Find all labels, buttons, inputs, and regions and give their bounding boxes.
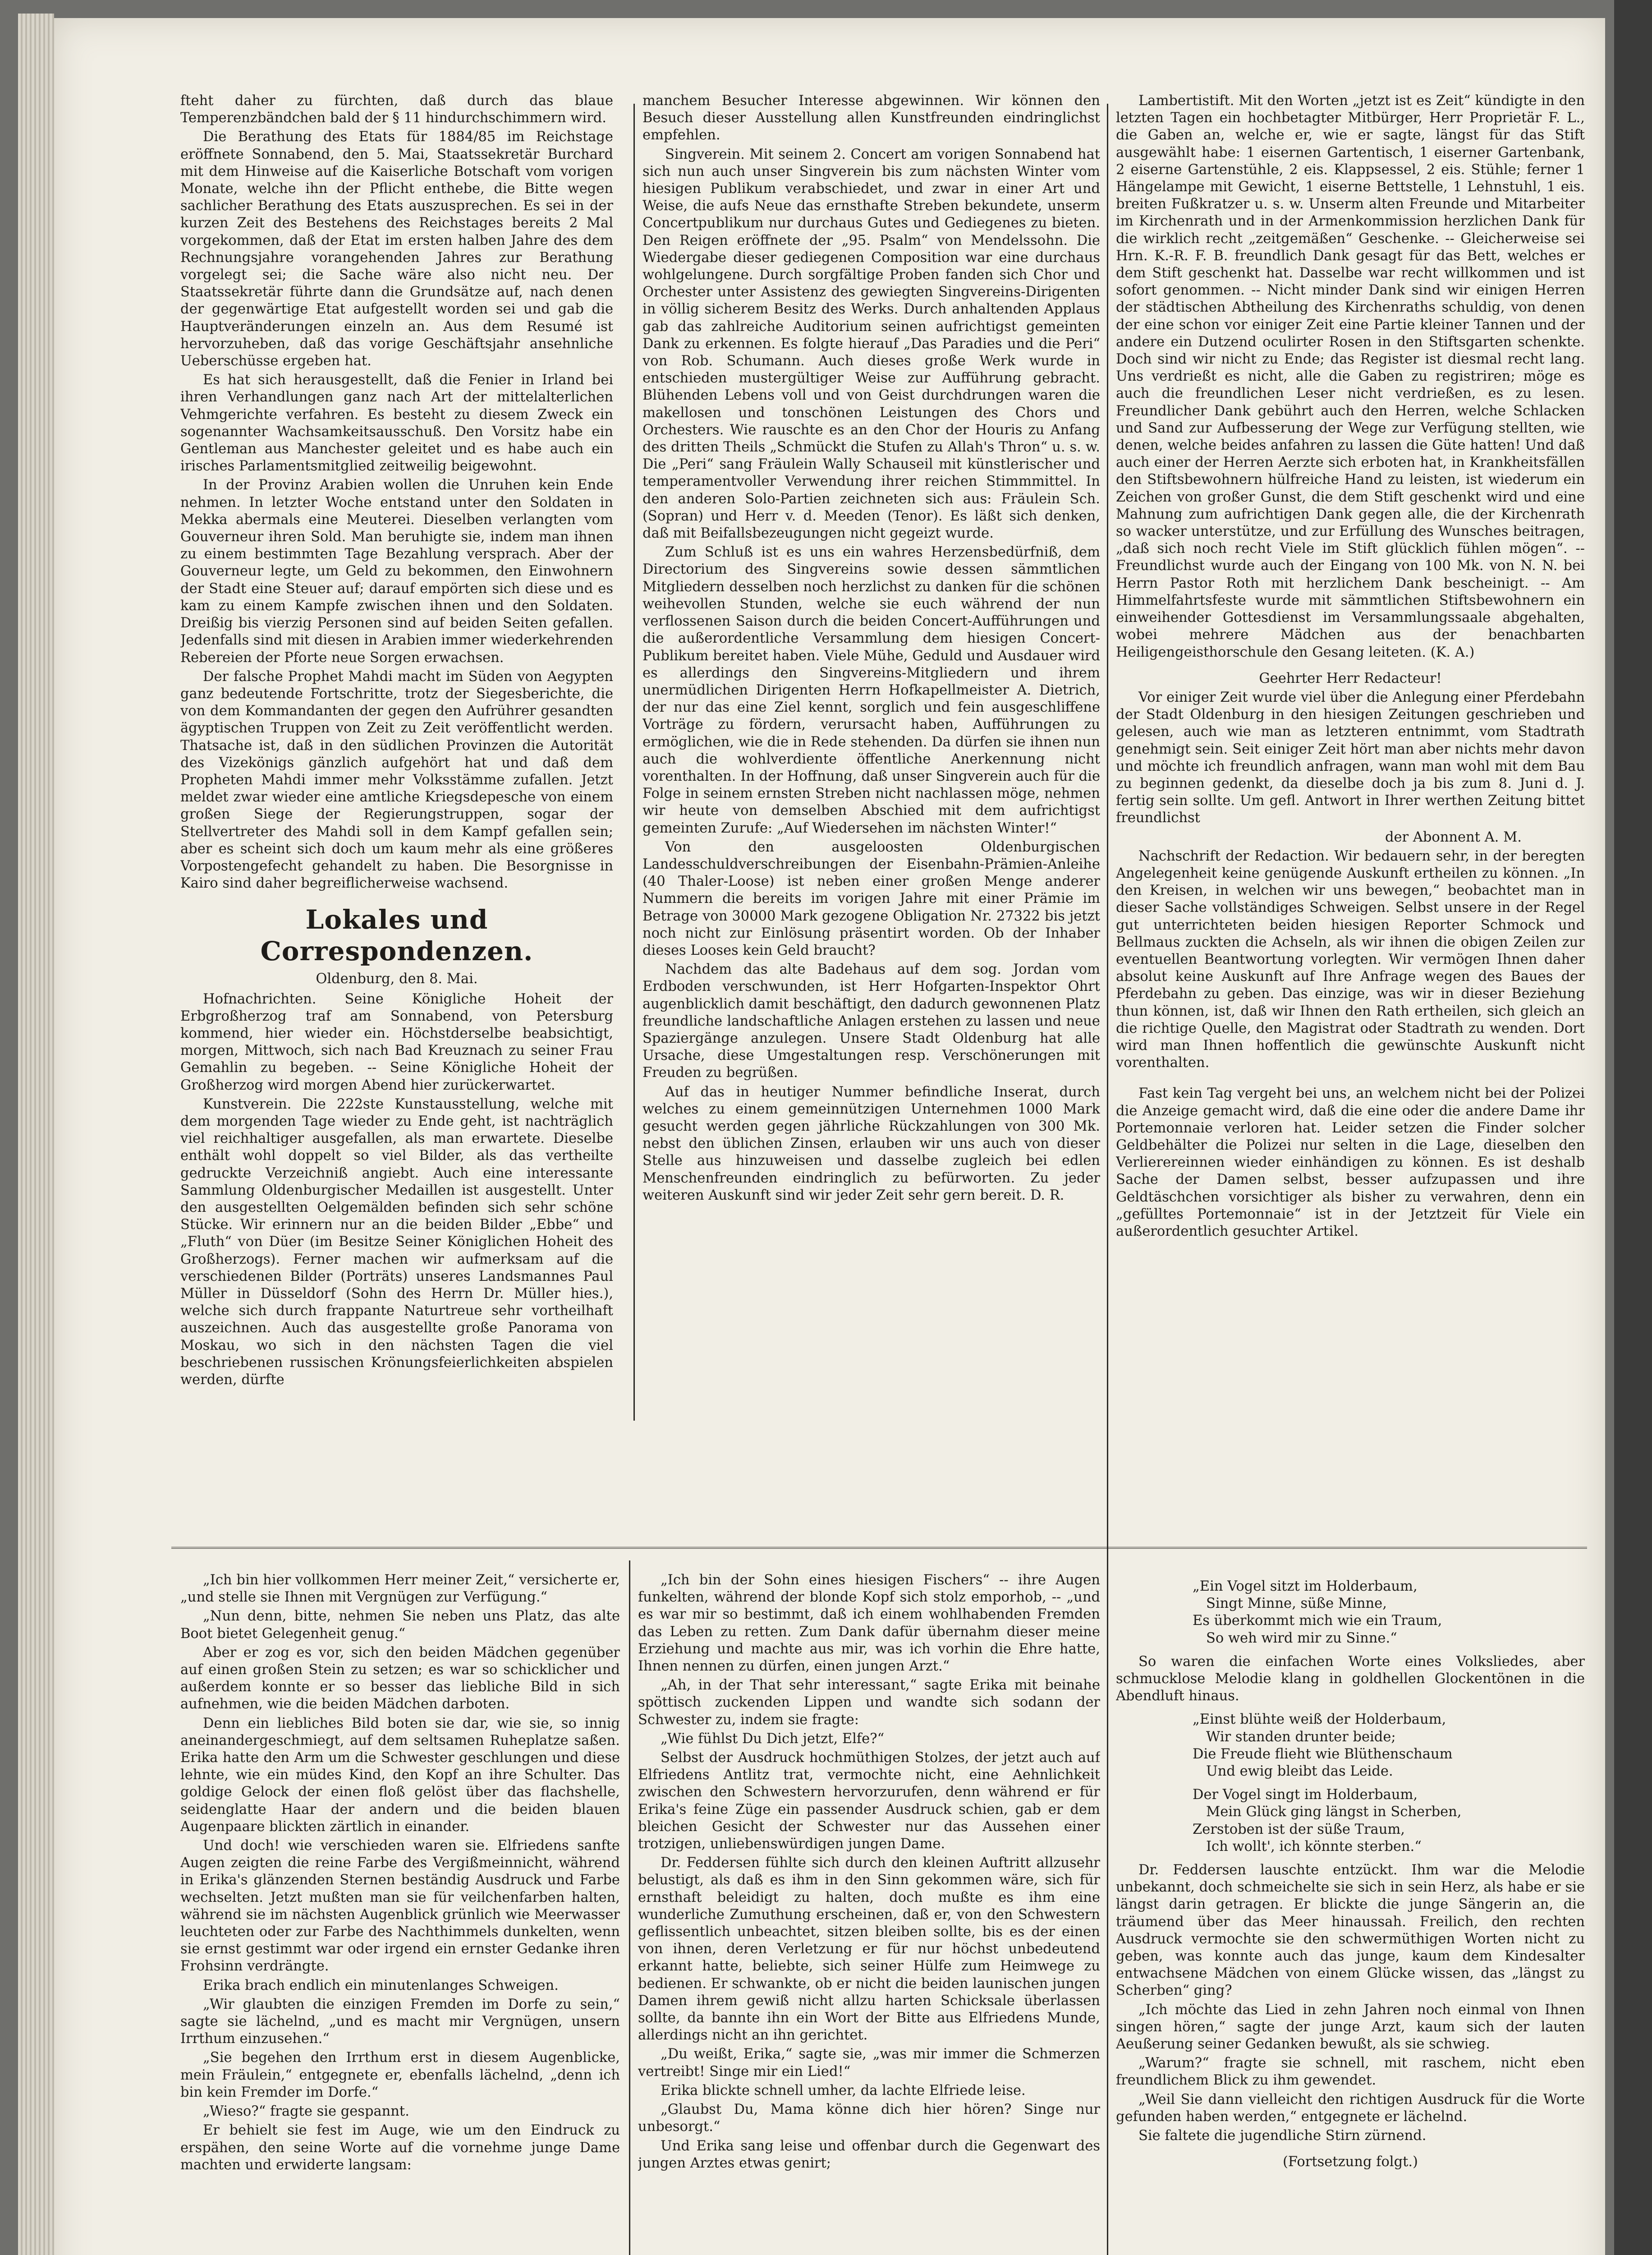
news-column-3 bbox=[1116, 92, 1585, 1540]
column-rule-1 bbox=[633, 104, 635, 1421]
song-verse-1 bbox=[1116, 1578, 1585, 1647]
binding-shadow bbox=[1614, 0, 1652, 2255]
page-edge-stack bbox=[18, 14, 54, 2255]
story-paragraph: „Ich möchte das Lied in zehn Jahren noch einmal von Ihnen singen hören,“ sagte der junge Arzt, kaum sich der lauten Aeußerung seiner Gedanken bewußt, als sie schwieg. bbox=[1116, 2002, 1585, 2053]
news-paragraph: Lambertistift. Mit den Worten „jetzt ist es Zeit“ kündigte in den letzten Tagen ein hochbetagter Mitbürger, Herr Proprietär F. L., die Gaben an, welche er, wie er sagte, längst für das Stift ausgewählt habe: 1 eisernen Gartentisch, 1 eiserner Gartenbank, 2 eiserne Gartenstühle, 2 eis. Klappsessel, 2 eis. Stühle; ferner 1 Hängelampe mit Gewicht, 1 eiserne Bettstelle, 1 Lehnstuhl, 1 eis. breiten Fußkratzer u. s. w. Unserm alten Freunde und Mitarbeiter im Kirchenrath und in der Armenkommission herzlichen Dank für die wirklich recht „zeitgemäßen“ Geschenke. -- Gleicherweise sei Hrn. K.-R. F. B. freundlich Dank gesagt für das Bett, welches er dem Stift geschenkt hat. Dasselbe war recht willkommen und ist sofort genommen. -- Nicht minder Dank sind wir einigen Herren der städtischen Abtheilung des Kirchenraths schuldig, von denen der eine schon vor einiger Zeit eine Partie kleiner Tannen und der andere ein Dutzend oculirter Rosen in den Stiftsgarten schenkte. Doch sind wir nicht zu Ende; das Register ist diesmal recht lang. Uns verdrießt es nicht, alle die Gaben zu registriren; möge es auch die freundlichen Leser nicht verdrießen, es zu lesen. Freundlicher Dank gebührt auch den Herren, welche Schlacken und Sand zur Aufbesserung der Wege zur Verfügung stellten, wie denen, welche beides anfahren zu lassen die Güte hatten! Und daß auch einer der Herren Aerzte sich erboten hat, in Krankheitsfällen den Stiftsbewohnern hülfreiche Hand zu leisten, ist wiederum ein Zeichen von großer Gunst, die dem Stift geschenkt wird und eine Mahnung zum aufrichtigen Dank gegen alle, die der Kirchenrath so wacker unterstütze, und zur Erfüllung des Wunsches beitragen, „daß sich noch recht Viele im Stift glücklich fühlen mögen“. -- Freundlichst wurde auch der Eingang von 100 Mk. von N. N. bei Herrn Pastor Roth mit herzlichem Dank bescheinigt. -- Am Himmelfahrtsfeste wurde mit sämmtlichen Stiftsbewohnern ein einweihender Gottesdienst im Versammlungssaale abgehalten, wobei mehrere Mädchen aus der benachbarten Heiligengeisthorschule den Gesang leiteten. (K. A.) bbox=[1116, 93, 1585, 660]
story-paragraph: So waren die einfachen Worte eines Volksliedes, aber schmucklose Melodie klang in goldhellen Glockentönen in die Abendluft hinaus. bbox=[1116, 1653, 1585, 1704]
news-paragraph: Es hat sich herausgestellt, daß die Fenier in Irland bei ihren Verhandlungen ganz nach Art der mittelalterlichen Vehmgerichte verfahren. Es besteht zu diesem Zweck ein sogenannter Wachsamkeitsausschuß. Den Vorsitz habe ein Gentleman aus Manchester geleitet und es habe auch ein irisches Parlamentsmitglied zeitweilig beigewohnt. bbox=[180, 372, 613, 474]
story-paragraph: „Wir glaubten die einzigen Fremden im Dorfe zu sein,“ sagte sie lächelnd, „und es macht mir Vergnügen, unsern Irrthum einzusehen.“ bbox=[180, 1996, 620, 2047]
story-paragraph: „Du weißt, Erika,“ sagte sie, „was mir immer die Schmerzen vertreibt! Singe mir ein Lied!“ bbox=[638, 2046, 1100, 2080]
feuilleton-rule-1 bbox=[629, 1560, 630, 2255]
story-paragraph: „Weil Sie dann vielleicht den richtigen Ausdruck für die Worte gefunden haben werden,“ entgegnete er lächelnd. bbox=[1116, 2091, 1585, 2125]
verse-line: So weh wird mir zu Sinne.“ bbox=[1206, 1630, 1397, 1646]
story-paragraph: „Warum?“ fragte sie schnell, mit raschem, nicht eben freundlichem Blick zu ihm gewendet. bbox=[1116, 2055, 1585, 2089]
news-paragraph: Die Berathung des Etats für 1884/85 im Reichstage eröffnete Sonnabend, den 5. Mai, Staatssekretär Burchard mit dem Hinweise auf die Kaiserliche Botschaft vom vorigen Monate, welche ihn der Pflicht enthebe, die Bitte wegen sachlicher Berathung des Etats auszusprechen. Es sei in der kurzen Zeit des Bestehens des Reichstages bereits 2 Mal vorgekommen, daß der Etat im ersten halben Jahre des dem Rechnungsjahre vorangehenden Jahres zur Berathung vorgelegt sei; die Sache wäre also nicht neu. Der Staatssekretär führte dann die Grundsätze auf, nach denen der gegenwärtige Etat aufgestellt worden sei und gab die Hauptveränderungen einzeln an. Aus dem Resumé ist hervorzuheben, daß das vorige Geschäftsjahr ansehnliche Ueberschüsse ergeben hat. bbox=[180, 129, 613, 369]
news-paragraph: Zum Schluß ist es uns ein wahres Herzensbedürfniß, dem Directorium des Singvereins sowie dessen sämmtlichen Mitgliedern desselben noch herzlichst zu danken für die schönen weihevollen Stunden, welche sie euch während der nun verflossenen Saison durch die beiden Concert-Aufführungen und die außerordentliche Versammlung dem hiesigen Concert-Publikum bereitet haben. Viele Mühe, Geduld und Ausdauer wird es allerdings den Singvereins-Mitgliedern und ihrem unermüdlichen Dirigenten Herrn Hofkapellmeister A. Dietrich, der nur das eine Ziel kennt, sorglich und fein ausgeschliffene Vorträge zu fördern, verursacht haben, Aufführungen zu ermöglichen, wie die in Rede stehenden. Da dürfen sie ihnen nun auch die wohlverdiente öffentliche Anerkennung nicht vorenthalten. In der Hoffnung, daß unser Singverein auch für die Folge in seinem ernsten Streben nicht nachlassen möge, nehmen wir heute von demselben Abschied mit dem aufrichtigst gemeinten Zurufe: „Auf Wiedersehen im nächsten Winter!“ bbox=[642, 544, 1100, 836]
feuilleton-rule-2 bbox=[1107, 1560, 1108, 2255]
story-paragraph: Erika brach endlich ein minutenlanges Schweigen. bbox=[203, 1977, 559, 1993]
news-paragraph: Fast kein Tag vergeht bei uns, an welchem nicht bei der Polizei die Anzeige gemacht wird, daß die eine oder die andere Dame ihr Portemonnaie verloren hat. Leider setzen die Finder solcher Geldbehälter die Polizei nur selten in die Lage, dieselben den Verlierereinnen wieder einhändigen zu können. Es ist deshalb Sache der Damen selbst, besser aufzupassen und ihre Geldtäschchen vorsichtiger als bisher zu verwahren, denn ein „gefülltes Portemonnaie“ ist in der Jetztzeit für Viele ein außerordentlich gesuchter Artikel. bbox=[1116, 1086, 1585, 1239]
verse-line: Wir standen drunter beide; bbox=[1206, 1729, 1396, 1745]
news-column-2 bbox=[642, 92, 1100, 1540]
story-paragraph: Er behielt sie fest im Auge, wie um den Eindruck zu erspähen, den seine Worte auf die vornehme junge Dame machten und erwiderte langsam: bbox=[180, 2122, 620, 2173]
feuilleton-column-2 bbox=[638, 1572, 1100, 2255]
story-paragraph: Und doch! wie verschieden waren sie. Elfriedens sanfte Augen zeigten die reine Farbe des Vergißmeinnicht, während in Erika's glänzenden Sternen beständig Ausdruck und Farbe wechselten. Jetzt mußten man sie für veilchenfarben halten, während sie im nächsten Augenblick grünlich wie Meerwasser leuchteten oder zur Farbe des Nachthimmels dunkelten, wenn sie ernst gestimmt war oder irgend ein ernster Gedanke ihren Frohsinn verdrängte. bbox=[180, 1838, 620, 1974]
feuilleton-column-1 bbox=[180, 1572, 620, 2255]
news-paragraph: fteht daher zu fürchten, daß durch das blaue Temperenzbändchen bald der § 11 hindurchschimmern wird. bbox=[180, 93, 613, 126]
story-paragraph: Dr. Feddersen fühlte sich durch den kleinen Auftritt allzusehr belustigt, als daß es ihm in den Sinn gekommen wäre, sich für ernsthaft beleidigt zu halten, doch mußte es ihm eine wunderliche Zumuthung erscheinen, daß er, von den Schwestern geflissentlich unbeachtet, sitzen bleiben sollte, bis es der einen von ihnen, deren Verletzung er für nur höchst unbedeutend erkannt hatte, beliebte, sich seiner Hülfe zum Heimwege zu bedienen. Er schwankte, ob er nicht die beiden launischen jungen Damen ihrem gewiß nicht allzu harten Schicksale überlassen sollte, da bannte ihn ein Wort der Bitte aus Elfriedens Munde, allerdings nicht an ihn gerichtet. bbox=[638, 1855, 1100, 2043]
news-paragraph: Der falsche Prophet Mahdi macht im Süden von Aegypten ganz bedeutende Fortschritte, trotz der Siegesberichte, die von dem Kommandanten der gegen den Aufrührer gesandten ägyptischen Truppen von Zeit zu Zeit veröffentlicht werden. Thatsache ist, daß in den südlichen Provinzen die Autorität des Vizekönigs gänzlich aufgehört hat und daß dem Propheten Mahdi immer mehr Volksstämme zufallen. Jetzt meldet zwar wieder eine amtliche Kriegsdepesche von einem großen Siege der Regierungstruppen, sogar der Stellvertreter des Mahdi soll in dem Kampf gefallen sein; aber es scheint sich doch um kaum mehr als eine größeres Vorpostengefecht gehandelt zu haben. Die Besorgnisse in Kairo sind daher begreiflicherweise wachsend. bbox=[180, 668, 613, 892]
dateline: Oldenburg, den 8. Mai. bbox=[316, 971, 478, 987]
story-paragraph: „Ich bin der Sohn eines hiesigen Fischers“ -- ihre Augen funkelten, während der blonde Kopf sich stolz emporhob, -- „und es war mir so bestimmt, daß ich einem wohlhabenden Fremden das Leben zu retten. Zum Dank dafür übernahm dieser meine Erziehung und machte aus mir, was ich vorhin die Ehre hatte, Ihnen nennen zu dürfen, einen jungen Arzt.“ bbox=[638, 1572, 1100, 1675]
story-paragraph: „Wieso?“ fragte sie gespannt. bbox=[203, 2103, 409, 2120]
verse-line: Mein Glück ging längst in Scherben, bbox=[1206, 1804, 1462, 1820]
story-paragraph: „Ich bin hier vollkommen Herr meiner Zeit,“ versicherte er, „und stelle sie Ihnen mit Vergnügen zur Verfügung.“ bbox=[180, 1572, 620, 1606]
story-paragraph: Selbst der Ausdruck hochmüthigen Stolzes, der jetzt auch auf Elfriedens Antlitz trat, vermochte nicht, eine Aehnlichkeit zwischen den Schwestern hervorzurufen, denn während er für Erika's feine Züge ein passender Ausdruck schien, gab er dem bleichen Gesicht der Schwester nur das Aussehen einer trotzigen, unliebenswürdigen jungen Dame. bbox=[638, 1750, 1100, 1852]
verse-line: Singt Minne, süße Minne, bbox=[1206, 1596, 1387, 1612]
verse-line: Es überkommt mich wie ein Traum, bbox=[1193, 1613, 1442, 1629]
editor-note: Nachschrift der Redaction. Wir bedauern sehr, in der beregten Angelegenheit keine genügende Auskunft ertheilen zu können. „In den Kreisen, in welchen wir uns bewegen,“ beobachtet man in dieser Sache vollständiges Schweigen. Selbst unsere in der Regel gut unterrichteten beiden hiesigen Reporter Schmock und Bellmaus zuckten die Achseln, als wir ihnen die obigen Zeilen zur eventuellen Beantwortung vorlegten. Wir vermögen Ihnen daher absolut keine Auskunft auf Ihre Anfrage wegen des Baues der Pferdebahn zu geben. Das einzige, was wir in dieser Beziehung thun können, ist, daß wir Ihnen den Rath ertheilen, sich gleich an die richtige Quelle, den Magistrat oder Stadtrath zu wenden. Dort wird man Ihnen hoffentlich die gewünschte Auskunft nicht vorenthalten. bbox=[1116, 848, 1585, 1071]
news-paragraph: Auf das in heutiger Nummer befindliche Inserat, durch welches zu einem gemeinnützigen Unternehmen 1000 Mark gesucht werden gegen jährliche Rückzahlungen von 300 Mk. nebst den üblichen Zinsen, erlauben wir uns auch von dieser Stelle aus hinzuweisen und dasselbe zugleich bei edlen Menschenfreunden eindringlich zu befürworten. Zu jeder weiteren Auskunft sind wir jeder Zeit sehr gern bereit. D. R. bbox=[642, 1084, 1100, 1203]
verse-line: Und ewig bleibt das Leide. bbox=[1206, 1763, 1393, 1780]
story-paragraph: Aber er zog es vor, sich den beiden Mädchen gegenüber auf einen großen Stein zu setzen; es war so schicklicher und außerdem konnte er so besser das liebliche Bild in sich aufnehmen, wie die beiden Mädchen darboten. bbox=[180, 1644, 620, 1712]
section-heading-lokales: Lokales und Correspondenzen. bbox=[260, 904, 533, 967]
feuilleton-column-3 bbox=[1116, 1572, 1585, 2255]
news-paragraph: Kunstverein. Die 222ste Kunstausstellung, welche mit dem morgenden Tage wieder zu Ende geht, ist nachträglich viel reichhaltiger ausgefallen, als man erwartete. Dieselbe enthält wohl doppelt so viel Bilder, als das vertheilte gedruckte Verzeichniß angiebt. Auch eine interessante Sammlung Oldenburgischer Medaillen ist ausgestellt. Unter den ausgestellten Oelgemälden befinden sich sehr schöne Stücke. Wir erinnern nur an die beiden Bilder „Ebbe“ und „Fluth“ von Düer (im Besitze Seiner Königlichen Hoheit des Großherzogs). Ferner machen wir aufmerksam auf die verschiedenen Bilder (Porträts) unseres Landsmannes Paul Müller in Düsseldorf (Sohn des Herrn Dr. Müller hies.), welche sich durch frappante Naturtreue sehr vortheilhaft auszeichnen. Auch das ausgestellte große Panorama von Moskau, wo sich in den nächsten Tagen die viel beschriebenen russischen Krönungsfeierlichkeiten abspielen werden, dürfte bbox=[180, 1096, 613, 1388]
verse-line: Zerstoben ist der süße Traum, bbox=[1193, 1821, 1405, 1837]
letter-signature: der Abonnent A. M. bbox=[1385, 829, 1522, 845]
song-verse-2 bbox=[1116, 1711, 1585, 1855]
news-column-1 bbox=[180, 92, 613, 1540]
story-paragraph: „Ah, in der That sehr interessant,“ sagte Erika mit beinahe spöttisch zuckenden Lippen und wandte sich sodann der Schwester zu, indem sie fragte: bbox=[638, 1677, 1100, 1728]
news-paragraph: In der Provinz Arabien wollen die Unruhen kein Ende nehmen. In letzter Woche entstand unter den Soldaten in Mekka abermals eine Meuterei. Dieselben verlangten vom Gouverneur ihren Sold. Man beruhigte sie, indem man ihnen zu einem bestimmten Tage Bezahlung versprach. Aber der Gouverneur legte, um Geld zu bekommen, den Einwohnern der Stadt eine Steuer auf; darauf empörten sich diese und es kam zu einem Kampfe zwischen ihnen und den Soldaten. Dreißig bis vierzig Personen sind auf beiden Seiten gefallen. Jedenfalls sind mit diesen in Arabien immer wiederkehrenden Rebereien der Pforte neue Sorgen erwachsen. bbox=[180, 477, 613, 666]
story-paragraph: „Sie begehen den Irrthum erst in diesem Augenblicke, mein Fräulein,“ entgegnete er, ebenfalls lächelnd, „denn ich bin kein Fremder im Dorfe.“ bbox=[180, 2050, 620, 2100]
news-paragraph: Nachdem das alte Badehaus auf dem sog. Jordan vom Erdboden verschwunden, ist Herr Hofgarten-Inspektor Ohrt augenblicklich damit beschäftigt, den dadurch gewonnenen Platz freundliche landschaftliche Anlagen erstehen zu lassen und neue Spaziergänge anzulegen. Unsere Stadt Oldenburg hat alle Ursache, diese Umgestaltungen resp. Verschönerungen mit Freuden zu begrüßen. bbox=[642, 962, 1100, 1081]
news-paragraph: manchem Besucher Interesse abgewinnen. Wir können den Besuch dieser Ausstellung allen Kunstfreunden eindringlichst empfehlen. bbox=[642, 93, 1100, 143]
story-paragraph: Und Erika sang leise und offenbar durch die Gegenwart des jungen Arztes etwas genirt; bbox=[638, 2138, 1100, 2171]
column-rule-2 bbox=[1107, 104, 1108, 1628]
news-paragraph: Hofnachrichten. Seine Königliche Hoheit der Erbgroßherzog traf am Sonnabend, von Petersburg kommend, hier wieder ein. Höchstderselbe beabsichtigt, morgen, Mittwoch, sich nach Bad Kreuznach zu seiner Frau Gemahlin zu begeben. -- Seine Königliche Hoheit der Großherzog wird morgen Abend hier zurückerwartet. bbox=[180, 991, 613, 1093]
letter-salutation: Geehrter Herr Redacteur! bbox=[1259, 670, 1442, 686]
verse-line: Ich wollt', ich könnte sterben.“ bbox=[1206, 1838, 1422, 1855]
verse-line: Der Vogel singt im Holderbaum, bbox=[1193, 1787, 1418, 1803]
story-paragraph: „Nun denn, bitte, nehmen Sie neben uns Platz, das alte Boot bietet Gelegenheit genug.“ bbox=[180, 1608, 620, 1642]
continuation-note: (Fortsetzung folgt.) bbox=[1283, 2154, 1418, 2170]
story-paragraph: „Wie fühlst Du Dich jetzt, Elfe?“ bbox=[661, 1730, 885, 1747]
feuilleton-separator bbox=[171, 1547, 1587, 1549]
letter-paragraph: Vor einiger Zeit wurde viel über die Anlegung einer Pferdebahn der Stadt Oldenburg in den hiesigen Zeitungen geschrieben und gelesen, auch wie man as letzteren entnimmt, vom Stadtrath genehmigt sein. Seit einiger Zeit hört man aber nichts mehr davon und möchte ich freundlich anfragen, wann man wohl mit dem Bau zu beginnen gedenkt, da dieselbe doch ja bis zum 8. Juni d. J. fertig sein sollte. Um gefl. Antwort in Ihrer werthen Zeitung bittet freundlichst bbox=[1116, 689, 1585, 826]
verse-line: „Einst blühte weiß der Holderbaum, bbox=[1193, 1712, 1446, 1728]
story-paragraph: Erika blickte schnell umher, da lachte Elfriede leise. bbox=[661, 2082, 1026, 2099]
story-paragraph: Denn ein liebliches Bild boten sie dar, wie sie, so innig aneinandergeschmiegt, auf dem seltsamen Ruheplatze saßen. Erika hatte den Arm um die Schwester geschlungen und diese lehnte, wie ein müdes Kind, den Kopf an ihre Schulter. Das goldige Gelock der einen floß gelöst über das flachshelle, seidenglatte Haar der andern und die beiden blauen Augenpaare blickten zärtlich in einander. bbox=[180, 1715, 620, 1835]
story-paragraph: Sie faltete die jugendliche Stirn zürnend. bbox=[1138, 2128, 1427, 2144]
news-paragraph: Singverein. Mit seinem 2. Concert am vorigen Sonnabend hat sich nun auch unser Singverein bis zum nächsten Winter vom hiesigen Publikum verabschiedet, und zwar in einer Art und Weise, die aufs Neue das ernsthafte Streben bekundete, unserm Concertpublikum nur durchaus Gutes und Gediegenes zu bieten. Den Reigen eröffnete der „95. Psalm“ von Mendelssohn. Die Wiedergabe dieser gediegenen Composition war eine durchaus wohlgelungene. Durch sorgfältige Proben fanden sich Chor und Orchester unter Assistenz des gewiegten Singvereins-Dirigenten in völlig sicherem Besitz des Werks. Durch anhaltenden Applaus gab das zahlreiche Auditorium seinen aufrichtigst gemeinten Dank zu erkennen. Es folgte hierauf „Das Paradies und die Peri“ von Rob. Schumann. Auch dieses große Werk wurde in entschieden mustergültiger Weise zur Aufführung gebracht. Blühenden Lebens voll und von Geist durchdrungen waren die makellosen und tonschönen Leistungen des Chors und Orchesters. Wie rauschte es an den Chor der Houris zu Anfang des dritten Theils „Schmückt die Stufen zu Allah's Thron“ u. s. w. Die „Peri“ sang Fräulein Wally Schauseil mit künstlerischer und temperamentvoller Verwendung ihrer reichen Stimmmittel. In den anderen Solo-Partien zeichneten sich aus: Fräulein Sch. (Sopran) und Herr v. d. Meeden (Tenor). Es läßt sich denken, daß mit Beifallsbezeugungen nicht gegeizt wurde. bbox=[642, 146, 1100, 542]
verse-line: „Ein Vogel sitzt im Holderbaum, bbox=[1193, 1578, 1418, 1594]
news-paragraph: Von den ausgeloosten Oldenburgischen Landesschuldverschreibungen der Eisenbahn-Prämien-Anleihe (40 Thaler-Loose) ist neben einer großen Menge anderer Nummern die bereits im vorigen Jahre mit einer Prämie im Betrage von 30000 Mark gezogene Obligation Nr. 27322 bis jetzt noch nicht zur Einlösung präsentirt worden. Ob der Inhaber dieses Looses kein Geld braucht? bbox=[642, 839, 1100, 958]
verse-line: Die Freude flieht wie Blüthenschaum bbox=[1193, 1746, 1453, 1762]
story-paragraph: Dr. Feddersen lauschte entzückt. Ihm war die Melodie unbekannt, doch schmeichelte sie sich in sein Herz, als habe er sie längst darin getragen. Er blickte die junge Sängerin an, die träumend über das Meer hinaussah. Freilich, den rechten Ausdruck vermochte sie den schwermüthigen Worten nicht zu geben, was konnte auch das junge, kaum dem Kindesalter entwachsene Mädchen von einem Glücke wissen, das „längst zu Scherben“ ging? bbox=[1116, 1862, 1585, 1999]
story-paragraph: „Glaubst Du, Mama könne dich hier hören? Singe nur unbesorgt.“ bbox=[638, 2102, 1100, 2135]
